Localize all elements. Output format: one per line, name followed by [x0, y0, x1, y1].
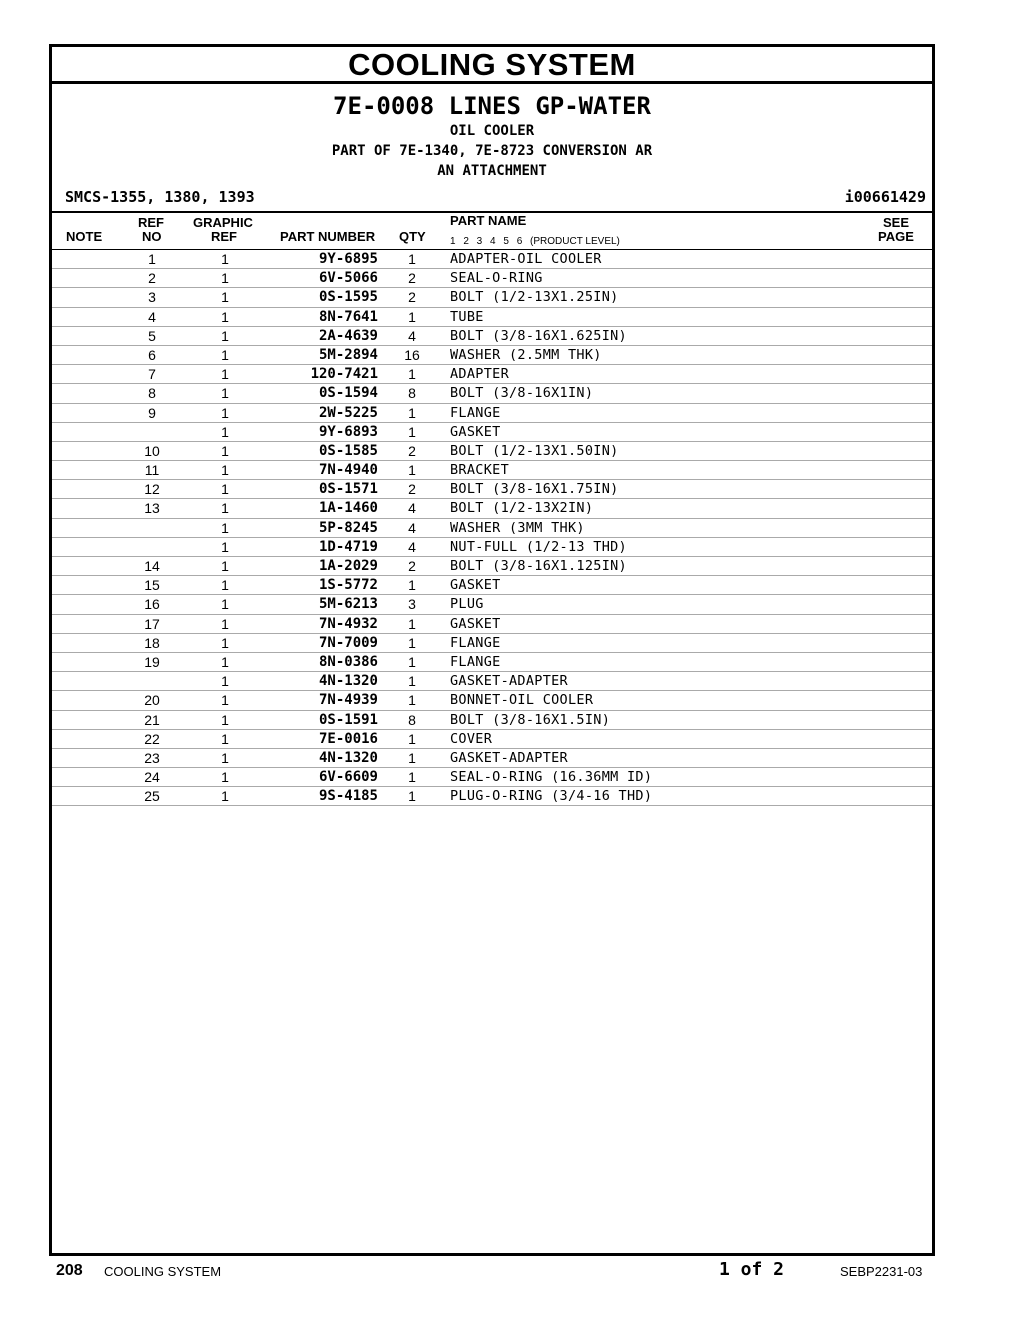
ref-no-cell: 10	[144, 442, 160, 459]
ref-no-cell: 15	[144, 577, 160, 594]
part-name-cell: SEAL-O-RING (16.36MM ID)	[450, 769, 653, 786]
graphic-ref-cell: 1	[221, 769, 229, 786]
part-name-cell: TUBE	[450, 308, 484, 325]
illustration-id: i00661429	[844, 188, 926, 206]
col-see-top: SEE	[883, 215, 910, 230]
ref-no-cell: 12	[144, 481, 160, 498]
table-row	[52, 730, 932, 749]
product-level-label: (PRODUCT LEVEL)	[530, 236, 620, 247]
qty-cell: 1	[408, 749, 416, 766]
graphic-ref-cell: 1	[221, 327, 229, 344]
subtitle-line-1: OIL COOLER	[449, 123, 535, 139]
part-number-cell: 4N-1320	[318, 749, 378, 766]
qty-cell: 8	[408, 385, 416, 402]
part-name-cell: BOLT (3/8-16X1.625IN)	[450, 327, 627, 344]
part-name-cell: BRACKET	[450, 462, 509, 479]
ref-no-cell: 24	[144, 769, 160, 786]
part-name-cell: GASKET-ADAPTER	[450, 673, 568, 690]
part-name-cell: BOLT (3/8-16X1.75IN)	[450, 481, 619, 498]
part-name-cell: BOLT (1/2-13X1.50IN)	[450, 442, 619, 459]
ref-no-cell: 1	[148, 251, 156, 267]
part-number-cell: 2A-4639	[318, 327, 378, 344]
ref-no-cell: 19	[144, 653, 160, 670]
graphic-ref-cell: 1	[221, 289, 229, 306]
graphic-ref-cell: 1	[221, 749, 229, 766]
part-name-cell: BOLT (1/2-13X2IN)	[450, 500, 594, 517]
part-number-cell: 1A-1460	[318, 500, 378, 517]
qty-cell: 2	[408, 270, 416, 287]
parts-table-body	[52, 250, 932, 806]
part-number-cell: 8N-7641	[318, 308, 378, 325]
part-number-cell: 7N-4932	[318, 615, 378, 632]
table-row	[52, 615, 932, 634]
part-name-cell: ADAPTER-OIL COOLER	[450, 251, 602, 267]
part-number-cell: 1A-2029	[318, 558, 378, 574]
col-ref-top: REF	[138, 215, 164, 230]
page-footer	[0, 1259, 1020, 1282]
graphic-ref-cell: 1	[221, 730, 229, 747]
part-name-cell: BOLT (1/2-13X1.25IN)	[450, 289, 619, 306]
qty-cell: 1	[408, 788, 416, 805]
table-row	[52, 576, 932, 595]
qty-cell: 1	[408, 462, 416, 479]
col-product-levels	[450, 235, 620, 249]
qty-cell: 1	[408, 251, 416, 267]
qty-cell: 2	[408, 289, 416, 306]
part-name-cell: SEAL-O-RING	[450, 270, 543, 287]
footer-section: COOLING SYSTEM	[104, 1264, 222, 1279]
graphic-ref-cell: 1	[221, 481, 229, 498]
col-part-name: PART NAME	[450, 213, 527, 228]
ref-no-cell: 18	[144, 634, 160, 651]
col-graphic-bottom: REF	[211, 229, 237, 244]
qty-cell: 1	[408, 730, 416, 747]
graphic-ref-cell: 1	[221, 558, 229, 574]
qty-cell: 4	[408, 327, 416, 344]
col-note: NOTE	[66, 229, 103, 244]
part-name-cell: PLUG	[450, 596, 484, 613]
graphic-ref-cell: 1	[221, 366, 229, 383]
table-row	[52, 499, 932, 518]
table-row	[52, 595, 932, 614]
part-name-cell: BONNET-OIL COOLER	[450, 692, 594, 709]
graphic-ref-cell: 1	[221, 500, 229, 517]
qty-cell: 1	[408, 577, 416, 594]
qty-cell: 1	[408, 423, 416, 440]
table-row	[52, 288, 932, 307]
table-row	[52, 711, 932, 730]
subtitle-line-3: AN ATTACHMENT	[437, 163, 547, 179]
part-name-cell: COVER	[450, 730, 493, 747]
part-number-cell: 1D-4719	[318, 538, 378, 555]
qty-cell: 4	[408, 500, 416, 517]
graphic-ref-cell: 1	[221, 519, 229, 536]
graphic-ref-cell: 1	[221, 596, 229, 613]
graphic-ref-cell: 1	[221, 346, 229, 363]
group-header	[52, 84, 932, 213]
table-row	[52, 691, 932, 710]
graphic-ref-cell: 1	[221, 423, 229, 440]
qty-cell: 16	[404, 346, 420, 363]
qty-cell: 2	[408, 558, 416, 574]
part-name-cell: FLANGE	[450, 404, 501, 421]
qty-cell: 1	[408, 673, 416, 690]
part-number-cell: 5P-8245	[318, 519, 378, 536]
table-row	[52, 346, 932, 365]
part-number-cell: 6V-6609	[318, 769, 378, 786]
part-number-cell: 2W-5225	[318, 404, 378, 421]
part-number-cell: 9S-4185	[318, 788, 378, 805]
ref-no-cell: 16	[144, 596, 160, 613]
qty-cell: 4	[408, 538, 416, 555]
ref-no-cell: 11	[144, 462, 160, 479]
graphic-ref-cell: 1	[221, 615, 229, 632]
part-name-cell: PLUG-O-RING (3/4-16 THD)	[450, 788, 653, 805]
ref-no-cell: 8	[148, 385, 156, 402]
part-name-cell: WASHER (2.5MM THK)	[450, 346, 602, 363]
col-see-bottom: PAGE	[878, 229, 914, 244]
ref-no-cell: 9	[148, 404, 156, 421]
part-number-cell: 7N-4940	[318, 462, 378, 479]
table-row	[52, 519, 932, 538]
table-row	[52, 538, 932, 557]
part-number-cell: 9Y-6895	[318, 251, 378, 267]
qty-cell: 1	[408, 404, 416, 421]
part-name-cell: GASKET	[450, 615, 501, 632]
ref-no-cell: 25	[144, 788, 160, 805]
part-name-cell: FLANGE	[450, 634, 501, 651]
col-ref-bottom: NO	[142, 229, 162, 244]
ref-no-cell: 23	[144, 749, 160, 766]
part-name-cell: GASKET	[450, 423, 501, 440]
graphic-ref-cell: 1	[221, 538, 229, 555]
graphic-ref-cell: 1	[221, 634, 229, 651]
qty-cell: 1	[408, 692, 416, 709]
table-row	[52, 250, 932, 269]
table-row	[52, 423, 932, 442]
part-name-cell: ADAPTER	[450, 366, 509, 383]
part-number-cell: 0S-1595	[318, 289, 378, 306]
subtitle-line-2: PART OF 7E-1340, 7E-8723 CONVERSION AR	[331, 143, 653, 159]
part-number-cell: 6V-5066	[318, 270, 378, 287]
part-number-cell: 5M-6213	[318, 596, 378, 613]
ref-no-cell: 22	[144, 730, 160, 747]
ref-no-cell: 6	[148, 346, 156, 363]
col-qty: QTY	[399, 229, 426, 244]
graphic-ref-cell: 1	[221, 462, 229, 479]
part-number-cell: 9Y-6893	[318, 423, 378, 440]
qty-cell: 2	[408, 481, 416, 498]
table-row	[52, 749, 932, 768]
qty-cell: 2	[408, 442, 416, 459]
graphic-ref-cell: 1	[221, 308, 229, 325]
graphic-ref-cell: 1	[221, 577, 229, 594]
smcs-codes: SMCS-1355, 1380, 1393	[65, 188, 255, 206]
qty-cell: 1	[408, 634, 416, 651]
table-row	[52, 787, 932, 806]
part-number-cell: 4N-1320	[318, 673, 378, 690]
table-row	[52, 404, 932, 423]
table-row	[52, 384, 932, 403]
qty-cell: 1	[408, 769, 416, 786]
col-part-number: PART NUMBER	[280, 229, 376, 244]
part-number-cell: 8N-0386	[318, 653, 378, 670]
col-graphic-top: GRAPHIC	[193, 215, 253, 230]
part-number-cell: 0S-1571	[318, 481, 378, 498]
qty-cell: 1	[408, 366, 416, 383]
table-row	[52, 365, 932, 384]
part-name-cell: NUT-FULL (1/2-13 THD)	[450, 538, 627, 555]
table-row	[52, 461, 932, 480]
table-row	[52, 327, 932, 346]
part-name-cell: BOLT (3/8-16X1.125IN)	[450, 558, 627, 574]
part-name-cell: BOLT (3/8-16X1IN)	[450, 385, 594, 402]
graphic-ref-cell: 1	[221, 404, 229, 421]
graphic-ref-cell: 1	[221, 270, 229, 287]
graphic-ref-cell: 1	[221, 788, 229, 805]
table-row	[52, 269, 932, 288]
table-row	[52, 442, 932, 461]
ref-no-cell: 2	[148, 270, 156, 287]
part-name-cell: GASKET-ADAPTER	[450, 749, 568, 766]
part-name-cell: FLANGE	[450, 653, 501, 670]
qty-cell: 4	[408, 519, 416, 536]
qty-cell: 1	[408, 653, 416, 670]
qty-cell: 3	[408, 596, 416, 613]
graphic-ref-cell: 1	[221, 385, 229, 402]
table-header	[52, 213, 932, 250]
part-number-cell: 0S-1585	[318, 442, 378, 459]
part-number-cell: 7E-0016	[318, 730, 378, 747]
table-row	[52, 768, 932, 787]
table-row	[52, 557, 932, 576]
product-level-numbers: 1 2 3 4 5 6	[450, 236, 523, 247]
section-title: COOLING SYSTEM	[52, 47, 932, 84]
part-number-cell: 1S-5772	[318, 577, 378, 594]
graphic-ref-cell: 1	[221, 692, 229, 709]
ref-no-cell: 13	[144, 500, 160, 517]
ref-no-cell: 21	[144, 711, 160, 728]
qty-cell: 1	[408, 615, 416, 632]
table-row	[52, 480, 932, 499]
table-row	[52, 308, 932, 327]
footer-page-of: 1 of 2	[719, 1259, 785, 1280]
ref-no-cell: 17	[144, 615, 160, 632]
graphic-ref-cell: 1	[221, 673, 229, 690]
footer-page-number: 208	[56, 1262, 83, 1279]
ref-no-cell: 14	[144, 558, 160, 574]
ref-no-cell: 3	[148, 289, 156, 306]
graphic-ref-cell: 1	[221, 653, 229, 670]
footer-doc-id: SEBP2231-03	[840, 1264, 923, 1279]
group-title: 7E-0008 LINES GP-WATER	[333, 92, 651, 120]
part-number-cell: 7N-7009	[318, 634, 378, 651]
table-row	[52, 672, 932, 691]
table-row	[52, 653, 932, 672]
qty-cell: 8	[408, 711, 416, 728]
part-number-cell: 0S-1591	[318, 711, 378, 728]
part-number-cell: 5M-2894	[318, 346, 378, 363]
graphic-ref-cell: 1	[221, 442, 229, 459]
part-name-cell: BOLT (3/8-16X1.5IN)	[450, 711, 611, 728]
part-number-cell: 0S-1594	[318, 385, 378, 402]
ref-no-cell: 20	[144, 692, 160, 709]
ref-no-cell: 7	[148, 366, 156, 383]
graphic-ref-cell: 1	[221, 711, 229, 728]
ref-no-cell: 5	[148, 327, 156, 344]
graphic-ref-cell: 1	[221, 251, 229, 267]
qty-cell: 1	[408, 308, 416, 325]
part-name-cell: GASKET	[450, 577, 501, 594]
part-name-cell: WASHER (3MM THK)	[450, 519, 585, 536]
table-row	[52, 634, 932, 653]
part-number-cell: 7N-4939	[318, 692, 378, 709]
part-number-cell: 120-7421	[310, 366, 378, 383]
parts-page-frame	[49, 44, 935, 1256]
ref-no-cell: 4	[148, 308, 156, 325]
